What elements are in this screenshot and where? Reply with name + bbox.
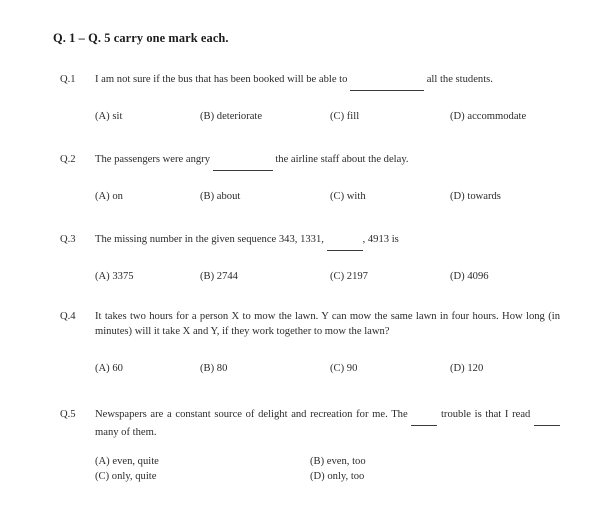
- option-4-d-tag: (D): [450, 363, 465, 374]
- options-row-3: [95, 270, 575, 284]
- option-3-a-tag: (A): [95, 271, 110, 282]
- question-5-blank-1: [411, 410, 437, 426]
- option-3-b-tag: (B): [200, 271, 215, 282]
- option-3-b[interactable]: [200, 270, 238, 284]
- option-4-a-text: 60: [112, 363, 123, 374]
- option-3-a-text: 3375: [112, 271, 134, 282]
- option-5-b-text: even, too: [326, 456, 366, 467]
- question-label-4: Q.4: [60, 311, 76, 322]
- question-text-3-after: , 4913 is: [362, 234, 399, 245]
- question-row: [60, 233, 560, 251]
- option-4-b-tag: (B): [200, 363, 215, 374]
- option-1-b[interactable]: [200, 110, 262, 124]
- option-5-a[interactable]: [95, 455, 159, 470]
- question-5-blank-2: [534, 410, 560, 426]
- question-label-3: Q.3: [60, 234, 76, 245]
- question-row: [60, 408, 560, 440]
- option-2-b-tag: (B): [200, 191, 215, 202]
- question-label-1: Q.1: [60, 74, 76, 85]
- option-1-c-text: fill: [346, 111, 360, 122]
- option-2-a[interactable]: [95, 190, 123, 204]
- option-4-c-tag: (C): [330, 363, 345, 374]
- option-1-c[interactable]: [330, 110, 359, 124]
- option-5-b[interactable]: [310, 455, 366, 470]
- option-3-d[interactable]: [450, 270, 489, 284]
- option-1-b-tag: (B): [200, 111, 215, 122]
- option-3-d-tag: (D): [450, 271, 465, 282]
- option-4-c[interactable]: [330, 362, 357, 376]
- option-3-d-text: 4096: [467, 271, 489, 282]
- option-5-d-tag: (D): [310, 470, 325, 482]
- question-block-1: [60, 73, 560, 91]
- question-text-1: [95, 73, 560, 91]
- option-3-a[interactable]: [95, 270, 134, 284]
- options-grid-row: [95, 470, 495, 485]
- option-5-a-text: even, quite: [112, 456, 159, 467]
- option-5-c-tag: (C): [95, 470, 110, 482]
- option-5-c[interactable]: [95, 470, 156, 485]
- option-2-b-text: about: [216, 191, 241, 202]
- option-3-c-tag: (C): [330, 271, 345, 282]
- options-grid-5: [95, 455, 495, 484]
- question-1-blank: [350, 75, 424, 91]
- question-text-2-before: The passengers were angry: [95, 154, 211, 165]
- option-2-c[interactable]: [330, 190, 366, 204]
- option-3-b-text: 2744: [216, 271, 238, 282]
- question-label-5: Q.5: [60, 409, 76, 420]
- option-1-a-tag: (A): [95, 111, 110, 122]
- options-grid-row: [95, 455, 495, 470]
- option-4-c-text: 90: [346, 363, 358, 374]
- option-2-c-text: with: [346, 191, 366, 202]
- question-block-5: [60, 408, 560, 440]
- question-2-blank: [213, 155, 273, 171]
- option-4-a-tag: (A): [95, 363, 110, 374]
- option-5-c-text: only, quite: [111, 470, 157, 482]
- option-5-d-text: only, too: [327, 470, 365, 482]
- question-text-4: It takes two hours for a person X to mow the lawn. Y can mow the same lawn in four hours. How long (in minutes) will it take X and Y, if they work together to mow the lawn?: [95, 311, 560, 337]
- question-row: [60, 310, 560, 339]
- option-1-b-text: deteriorate: [216, 111, 263, 122]
- question-text-3: [95, 233, 560, 251]
- option-1-a[interactable]: [95, 110, 122, 124]
- question-row: [60, 153, 560, 171]
- option-2-d[interactable]: [450, 190, 501, 204]
- question-label-2: Q.2: [60, 154, 76, 165]
- option-5-a-tag: (A): [95, 456, 110, 467]
- question-3-blank: [327, 235, 363, 251]
- option-3-c-text: 2197: [346, 271, 368, 282]
- option-1-a-text: sit: [112, 111, 123, 122]
- option-2-d-text: towards: [467, 191, 501, 202]
- options-row-1: [95, 110, 575, 124]
- option-4-b[interactable]: [200, 362, 227, 376]
- option-3-c[interactable]: [330, 270, 368, 284]
- option-4-a[interactable]: [95, 362, 123, 376]
- question-block-2: [60, 153, 560, 171]
- question-text-5: [95, 408, 560, 440]
- options-row-4: [95, 362, 575, 376]
- option-2-d-tag: (D): [450, 191, 465, 202]
- question-text-5-part3: many of them.: [95, 426, 157, 438]
- option-2-c-tag: (C): [330, 191, 345, 202]
- option-2-a-tag: (A): [95, 191, 110, 202]
- option-1-c-tag: (C): [330, 111, 345, 122]
- option-1-d-text: accommodate: [467, 111, 527, 122]
- question-text-3-before: The missing number in the given sequence 343, 1331,: [95, 234, 324, 245]
- option-1-d-tag: (D): [450, 111, 465, 122]
- question-block-4: [60, 310, 560, 339]
- option-2-a-text: on: [112, 191, 123, 202]
- option-1-d[interactable]: [450, 110, 526, 124]
- option-4-d[interactable]: [450, 362, 483, 376]
- option-4-d-text: 120: [467, 363, 484, 374]
- option-4-b-text: 80: [216, 363, 228, 374]
- question-text-2-after: the airline staff about the delay.: [275, 154, 409, 165]
- question-text-2: [95, 153, 560, 171]
- section-header: Q. 1 – Q. 5 carry one mark each.: [53, 31, 229, 45]
- option-2-b[interactable]: [200, 190, 240, 204]
- option-5-d[interactable]: [310, 470, 364, 485]
- question-text-5-part1: Newspapers are a constant source of delight and recreation for me. The: [95, 409, 408, 420]
- question-row: [60, 73, 560, 91]
- question-block-3: [60, 233, 560, 251]
- options-row-2: [95, 190, 575, 204]
- question-text-1-before: I am not sure if the bus that has been booked will be able to: [95, 74, 348, 85]
- option-5-b-tag: (B): [310, 456, 325, 467]
- question-text-5-part2: trouble is that I read: [440, 409, 531, 420]
- question-text-1-after: all the students.: [426, 74, 493, 85]
